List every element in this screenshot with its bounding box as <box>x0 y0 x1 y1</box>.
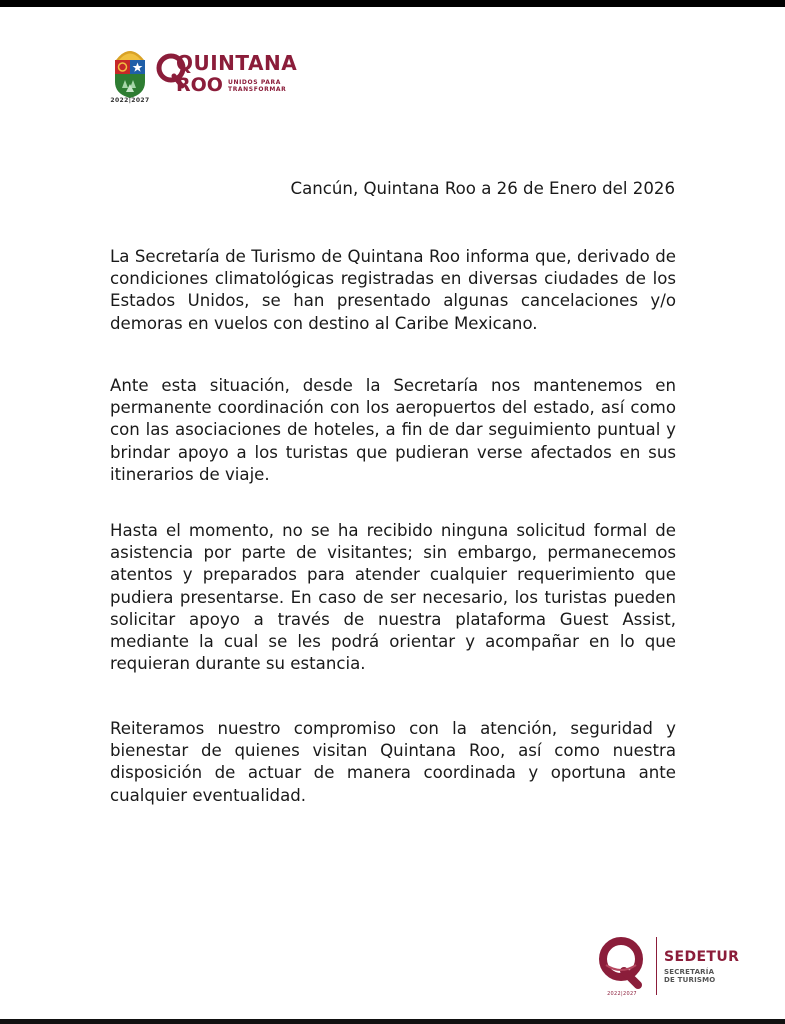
sedetur-subtitle-line-2: DE TURISMO <box>664 976 716 984</box>
bottom-border <box>0 1019 785 1024</box>
state-seal-icon <box>110 40 150 104</box>
sedetur-name: SEDETUR <box>664 949 740 965</box>
footer-divider <box>656 937 657 995</box>
brand-line-1: QUINTANA <box>176 51 298 75</box>
brand-wordmark <box>156 50 298 100</box>
body-paragraph-3: Hasta el momento, no se ha recibido ninguna solicitud formal de asistencia por parte de visitantes; sin embargo, permanecemos atentos y preparados para atender cualquier requerimiento que pudiera presentarse. En caso de ser necesario, los turistas pueden solicitar apoyo a través de nuestra plataforma Guest Assist, mediante la cual se les podrá orientar y acompañar en lo que requieran durante su estancia. <box>110 521 676 674</box>
footer-q-caption: 2022|2027 <box>607 991 637 997</box>
header-logo <box>108 40 298 106</box>
brand-slogan-line-1: UNIDOS PARA <box>228 79 281 86</box>
date-line: Cancún, Quintana Roo a 26 de Enero del 2026 <box>290 179 675 198</box>
seal-years: 2022|2027 <box>110 97 150 104</box>
brand-line-2: ROO <box>176 74 223 96</box>
body-paragraph-2: Ante esta situación, desde la Secretaría nos mantenemos en permanente coordinación con los aeropuertos del estado, así como con las asociaciones de hoteles, a fin de dar seguimiento puntual y brindar apoyo a los turistas que pudieran verse afectados en sus itinerarios de viaje. <box>110 376 676 484</box>
top-border <box>0 0 785 7</box>
body-paragraph-1: La Secretaría de Turismo de Quintana Roo informa que, derivado de condiciones climatológicas registradas en diversas ciudades de los Estados Unidos, se han presentado algunas cancelaciones y/o demoras en vuelos con destino al Caribe Mexicano. <box>110 247 676 333</box>
footer-logo <box>590 935 750 999</box>
body-paragraph-4: Reiteramos nuestro compromiso con la atención, seguridad y bienestar de quienes visitan Quintana Roo, así como nuestra disposición de actuar de manera coordinada y oportuna ante cualquier eventualidad. <box>110 719 676 805</box>
sedetur-q-icon <box>594 935 650 989</box>
sedetur-subtitle-line-1: SECRETARÍA <box>664 968 715 976</box>
brand-slogan-line-2: TRANSFORMAR <box>228 86 287 93</box>
